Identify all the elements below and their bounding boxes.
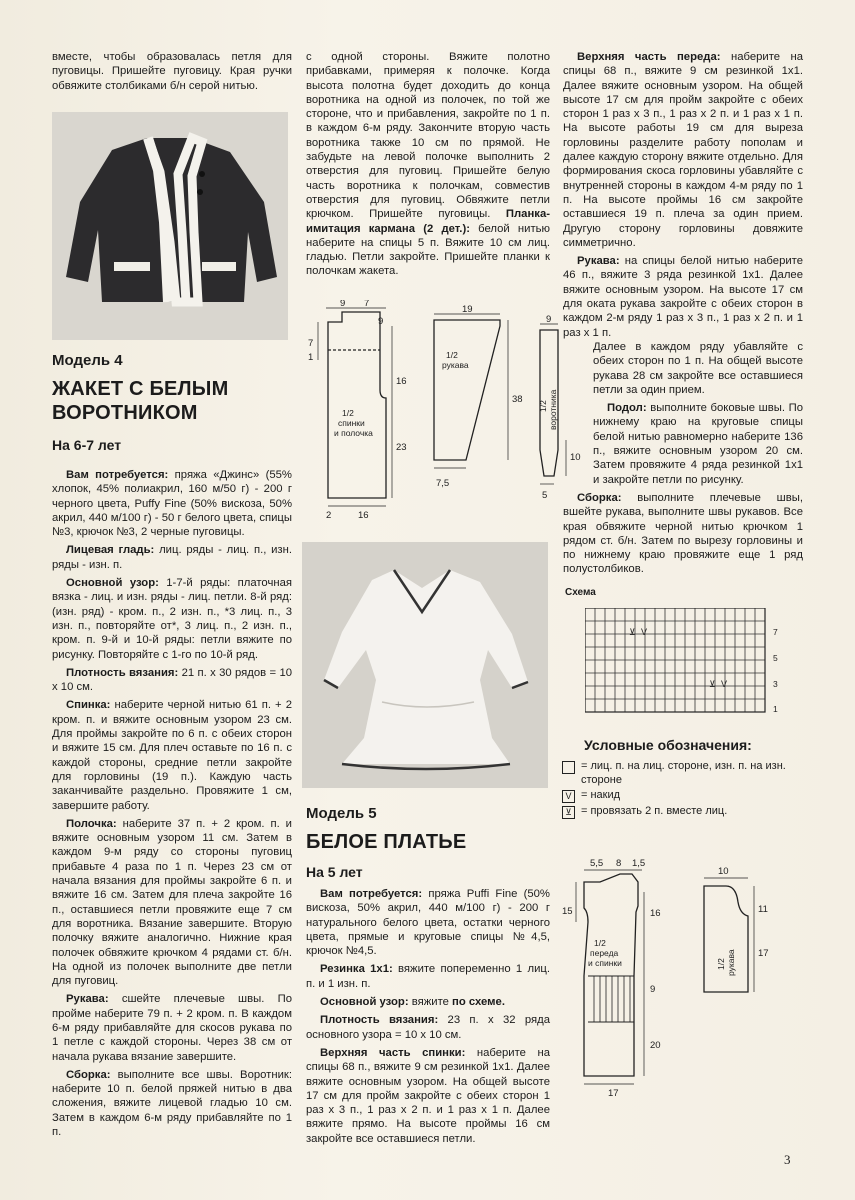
schema-row-5: 5 [773, 653, 778, 663]
dim-10: 19 [462, 304, 473, 315]
dress-body-label-3: и спинки [588, 958, 622, 968]
schema-symbol-2 [709, 679, 727, 689]
schema-symbol-1 [629, 627, 647, 637]
dim-4: 1 [308, 352, 314, 363]
knitting-schema [585, 608, 785, 716]
hem-text: выполните боковые швы. По нижнему краю на круговые спицы белой нитью равномерно наберите 136 п., вяжите основным узором 20 см. Затем провяжите 4 ряда резинкой 1x1 и закройте петли по рисунку. [593, 402, 803, 486]
sleeves-label: Рукава: [66, 993, 109, 1006]
legend-box-plain [562, 761, 575, 774]
assembly-label: Сборка: [66, 1068, 111, 1081]
stockinette-text: лиц. ряды - лиц. п., изн. ряды - изн. п. [52, 544, 292, 571]
dress-dim-8: 17 [608, 1088, 619, 1099]
legend-box-k2tog: ⊻ [562, 806, 575, 819]
dress-pattern-label: Основной узор: [320, 996, 409, 1009]
dim-15: 5 [542, 490, 548, 501]
sleeve-piece-outline [434, 320, 500, 460]
sleeve-label-2: рукава [442, 360, 469, 370]
back-piece-outline [328, 312, 386, 498]
col2-text-a [306, 50, 550, 279]
schema-row-3: 3 [773, 679, 778, 689]
svg-text:V: V [641, 627, 648, 637]
dress-gauge-label: Плотность вязания: [320, 1014, 439, 1027]
rib-label: Резинка 1x1: [320, 963, 393, 976]
model4-title-line1: ЖАКЕТ С БЕЛЫМ [52, 378, 229, 400]
dim-2: 7 [364, 300, 370, 309]
model5-label: Модель 5 [306, 805, 377, 822]
back-label-3: и полочка [334, 428, 373, 438]
dress-dim-10: 11 [758, 904, 768, 915]
pattern-text: 1-7-й ряды: платочная вязка - лиц. и изн. ряды - лиц. петли. 8-й ряд: (изн. ряд) - кром. п., 2 изн. п., *3 лиц. п., 3 изн. п., повторяйте от*, 3 лиц. п., 2 изн. п., кром. п. 9-й и 10-й ряды: петли вяжите по рисунку. Повторяйте с 1-го по 10-й ряд. [52, 577, 292, 661]
model5-age: На 5 лет [306, 864, 363, 880]
rib-text: вяжите попеременно 1 лиц. п. и 1 изн. п. [306, 963, 551, 990]
sleeves-text: сшейте плечевые швы. По пройме наберите 79 п. + 2 кром. п. В каждом 6-м ряду прибавляйте для скосов рукава по 1 петле с каждой стороны. Через 38 см от начала рукава вязание завершите. [52, 993, 292, 1063]
pattern-label: Основной узор: [66, 577, 159, 590]
schema-row-1: 1 [773, 704, 778, 714]
dress-pattern-bold: по схеме. [452, 996, 505, 1009]
dress-dim-5: 16 [650, 908, 661, 919]
legend-item-2: = накид [581, 789, 621, 801]
dress-front-text: наберите на спицы 68 п., вяжите 9 см резинкой 1x1. Далее вяжите основным узором. На общей высоте 17 см для пройм закройте с обеих сторон 1 раз х 3 п., 1 раз х 2 п. и 1 раз х 1 п. На высоте работы 19 см для выреза горловины разделите работу пополам и далее каждую сторону вяжите отдельно. Для формирования скоса горловины убавляйте с внутренней стороны в каждом 4-м ряду по 1 п. На высоте проймы 16 см закройте оставшиеся 19 п. плеча за один прием. Другую сторону горловины довяжите симметрично. [563, 51, 803, 249]
dress-assembly-label: Сборка: [577, 491, 622, 504]
model4-label: Модель 4 [52, 352, 123, 369]
legend-item-3: = провязать 2 п. вместе лиц. [581, 805, 728, 817]
dress-sleeves-text: на спицы белой нитью наберите 46 п., вяжите 3 ряда резинкой 1x1. Далее вяжите основным узором. На высоте 17 см для оката рукава закройте с обеих сторон в каждом 2-м ряду 1 раз х 3 п., 1 раз х 2 п. и 1 раз х 1 п. [563, 255, 803, 339]
hem-label: Подол: [607, 402, 647, 415]
dress-dim-3: 1,5 [632, 858, 646, 869]
schema-title: Схема [565, 587, 596, 598]
dress-body-outline [584, 874, 638, 1076]
dim-3: 7 [308, 338, 314, 349]
front-label: Полочка: [66, 817, 117, 830]
dress-dim-9: 10 [718, 866, 729, 877]
dim-1: 9 [340, 300, 346, 309]
legend-title: Условные обозначения: [584, 737, 752, 753]
col3-body [563, 50, 803, 577]
model4-title-line2: ВОРОТНИКОМ [52, 402, 198, 424]
dress-sleeves-text-2: Далее в каждом ряду убавляйте с обеих сторон по 1 п. На общей высоте рукава 28 см закройте все оставшиеся петли за один прием. [593, 340, 803, 396]
dim-5: 9 [378, 316, 384, 327]
pocket-text: белой нитью наберите на спицы 5 п. Вяжите 10 см лиц. гладью. Петли закройте. Пришейте планки к полочкам жакета. [306, 222, 551, 278]
dim-11: 38 [512, 394, 523, 405]
dim-6: 16 [396, 376, 407, 387]
dress-front-label: Верхняя часть переда: [577, 51, 721, 63]
materials-label: Вам потребуется: [66, 469, 169, 481]
dress-dim-2: 8 [616, 858, 622, 869]
dress-sleeve-label-2: рукава [726, 949, 736, 976]
schema-row-7: 7 [773, 627, 778, 637]
dress-illustration [302, 542, 548, 788]
dim-13: 9 [546, 314, 552, 325]
dim-9: 16 [358, 510, 369, 521]
dim-7: 23 [396, 442, 407, 453]
collar-label-1: 1/2 [538, 400, 548, 412]
page-number: 3 [784, 1152, 791, 1167]
back-text: наберите черной нитью 61 п. + 2 кром. п. и вяжите основным узором 23 см. Для проймы закройте по 6 п. с обеих сторон и вяжите 15 см. Для плеч оставьте по 16 п. с каждой стороны, средние петли закройте для горловины (19 п.). Каждую часть заканчивайте раздельно. Провяжите 1 см, завершите работу. [52, 699, 292, 812]
col2-body [306, 887, 550, 1146]
dress-back-label: Верхняя часть спинки: [320, 1046, 466, 1059]
dress-dim-6: 9 [650, 984, 656, 995]
back-label-1: 1/2 [342, 408, 354, 418]
dim-12: 7,5 [436, 478, 450, 489]
svg-text:⊻: ⊻ [709, 679, 716, 689]
materials-text: пряжа «Джинс» (55% хлопок, 45% полиакрил, 160 м/50 г) - 200 г черного цвета, Puffy Fine (50% вискоза, 50% акрил, 440 м/100 г) - 50 г белого цвета, спицы №3, крючок №3, 2 черные пуговицы. [52, 469, 292, 539]
dress-pattern-text: вяжите [408, 996, 453, 1009]
assembly-text: выполните все швы. Воротник: наберите 10 п. белой пряжей нитью в два сложения, вяжите лицевой гладью 10 см. Затем в каждом 6-м ряду прибавляйте по 1 п. [52, 1068, 292, 1139]
jacket-photo [52, 112, 288, 340]
dress-sleeves-label: Рукава: [577, 255, 620, 268]
dress-back-text: наберите на спицы 68 п., вяжите 9 см резинкой 1x1. Далее вяжите основным узором. На общей высоте 17 см для пройм закройте с обеих сторон 1 раз х 3 п., 1 раз х 2 п. и 1 раз х 1 п. Далее вяжите прямо. На высоте проймы 16 см закройте все оставшиеся петли. [306, 1046, 550, 1145]
back-label-2: спинки [338, 418, 365, 428]
dress-assembly-text: выполните плечевые швы, вшейте рукава, выполните швы рукавов. Все края обвяжите черной нитью крючком 1 рядом ст. б/н. Затем по вырезу горловины и по нижнему краю провяжите еще 1 ряд полустолбиков. [563, 491, 803, 576]
col1-intro: вместе, чтобы образовалась петля для пуговицы. Пришейте пуговицу. Края ручки обвяжите столбиками б/н серой нитью. [52, 51, 292, 92]
dress-dim-11: 17 [758, 948, 769, 959]
stockinette-label: Лицевая гладь: [66, 544, 155, 557]
pocket-label: Планка-имитация кармана (2 дет.): [306, 208, 550, 235]
collar-label-2: воротника [548, 389, 558, 430]
front-text: наберите 37 п. + 2 кром. п. и вяжите основным узором 11 см. Затем в каждом 9-м ряду со стороны пуговиц прибавьте 4 раза по 1 п. Через 23 см от начала вязания для проймы закройте 6 п. и вяжите 16 см. Затем для плеча закройте 16 п., оставшиеся петли провяжите еще 7 см для воротника. Вязание завершите. Вторую полочку вяжите аналогично. Нижние края полочек обвяжите крючком 4 рядами ст. б/н. На одной из полочек выполните две петли для пуговиц. [52, 817, 292, 988]
dim-14: 10 [570, 452, 581, 463]
svg-text:⊻: ⊻ [629, 627, 636, 637]
col1-body [52, 468, 292, 1139]
dress-dim-1: 5,5 [590, 858, 604, 869]
dress-materials-text: пряжа Puffi Fine (50% вискоза, 50% акрил, 440 м/100 г) - 200 г натурального белого цвета, остатки черного цвета, прямые и круговые спицы №4,5, крючок №4,5. [306, 888, 550, 958]
jacket-pattern-diagram [296, 300, 586, 522]
dress-photo [302, 542, 548, 788]
dim-8: 2 [326, 510, 332, 521]
model5-title: БЕЛОЕ ПЛАТЬЕ [306, 831, 467, 853]
dress-dim-7: 20 [650, 1040, 661, 1051]
dress-dim-4: 15 [562, 906, 573, 917]
gauge-label: Плотность вязания: [66, 666, 179, 679]
legend-box-yo: V [562, 790, 575, 803]
dress-sleeve-label-1: 1/2 [716, 958, 726, 970]
legend-item-1: = лиц. п. на лиц. стороне, изн. п. на изн. стороне [581, 760, 786, 786]
dress-gauge-text: 23 п. х 32 ряда основного узора = 10 х 10 см. [306, 1014, 550, 1041]
jacket-illustration [52, 112, 288, 340]
collar-text: с одной стороны. Вяжите полотно прибавками, примеряя к полочке. Когда высота полотна будет доходить до конца воротника на одной из полочек, по той же стороне, что и прибавления, закройте по 1 п. в каждом 6-м ряду. Закончите вторую часть воротника тaкже 10 см по прямой. Не забудьте на левой полочке выполнить 2 отверстия для пуговиц. Пришейте белую часть воротника к полочкам, совместив отверстия для пуговиц. Обвяжите петли крючком. Пришейте пуговицы. [306, 51, 550, 221]
dress-pattern-diagram [560, 852, 790, 1102]
dress-body-label-1: 1/2 [594, 938, 606, 948]
svg-text:V: V [721, 679, 728, 689]
gauge-text: 21 п. х 30 рядов = 10 х 10 см. [52, 666, 293, 694]
dress-body-label-2: переда [590, 948, 619, 958]
dress-materials-label: Вам потребуется: [320, 888, 423, 900]
sleeve-label-1: 1/2 [446, 350, 458, 360]
back-label: Спинка: [66, 699, 111, 712]
model4-age: На 6-7 лет [52, 437, 122, 453]
